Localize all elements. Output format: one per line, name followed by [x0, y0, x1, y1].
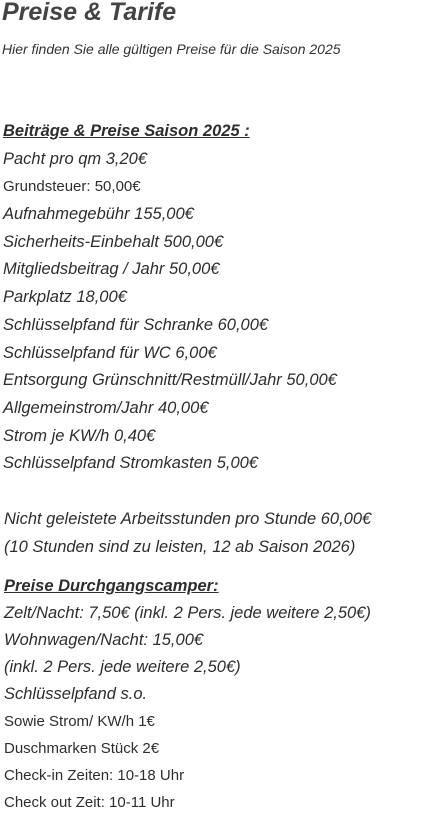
camper-item-zelt: Zelt/Nacht: 7,50€ (inkl. 2 Pers. jede weitere 2,50€) — [4, 604, 371, 622]
price-item-pacht: Pacht pro qm 3,20€ — [3, 149, 148, 168]
price-item-entsorgung: Entsorgung Grünschnitt/Restmüll/Jahr 50,00€ — [3, 371, 337, 390]
camper-list — [4, 573, 371, 816]
price-item-schluesselpfand-stromkasten: Schlüsselpfand Stromkasten 5,00€ — [3, 454, 258, 473]
camper-item-check-out: Check out Zeit: 10-11 Uhr — [4, 794, 175, 811]
price-item-mitgliedsbeitrag: Mitgliedsbeitrag / Jahr 50,00€ — [3, 260, 220, 279]
camper-item-check-in: Check-in Zeiten: 10-18 Uhr — [4, 767, 185, 784]
work-hours-requirement: (10 Stunden sind zu leisten, 12 ab Saison 2026) — [4, 538, 356, 556]
price-item-strom: Strom je KW/h 0,40€ — [3, 426, 156, 445]
price-item-sicherheits-einbehalt: Sicherheits-Einbehalt 500,00€ — [3, 232, 224, 251]
price-item-parkplatz: Parkplatz 18,00€ — [3, 288, 127, 307]
camper-item-strom: Sowie Strom/ KW/h 1€ — [4, 713, 155, 730]
work-hours-note — [4, 505, 371, 561]
camper-heading: Preise Durchgangscamper: — [4, 577, 219, 595]
price-item-allgemeinstrom: Allgemeinstrom/Jahr 40,00€ — [3, 398, 209, 417]
page-subtitle: Hier finden Sie alle gültigen Preise für die Saison 2025 — [2, 41, 341, 57]
work-hours-price: Nicht geleistete Arbeitsstunden pro Stunde 60,00€ — [4, 510, 372, 528]
prices-list — [3, 118, 337, 478]
camper-item-wohnwagen-note: (inkl. 2 Pers. jede weitere 2,50€) — [4, 658, 241, 676]
price-item-grundsteuer: Grundsteuer: 50,00€ — [3, 178, 141, 196]
price-item-schluesselpfand-wc: Schlüsselpfand für WC 6,00€ — [3, 343, 217, 362]
camper-item-duschmarken: Duschmarken Stück 2€ — [4, 740, 160, 757]
price-item-schluesselpfand-schranke: Schlüsselpfand für Schranke 60,00€ — [3, 315, 269, 334]
price-item-aufnahmegebuehr: Aufnahmegebühr 155,00€ — [3, 205, 194, 224]
page-title: Preise & Tarife — [2, 0, 177, 26]
prices-heading: Beiträge & Preise Saison 2025 : — [3, 122, 250, 140]
camper-item-schluesselpfand: Schlüsselpfand s.o. — [4, 685, 148, 703]
camper-item-wohnwagen: Wohnwagen/Nacht: 15,00€ — [4, 631, 204, 649]
